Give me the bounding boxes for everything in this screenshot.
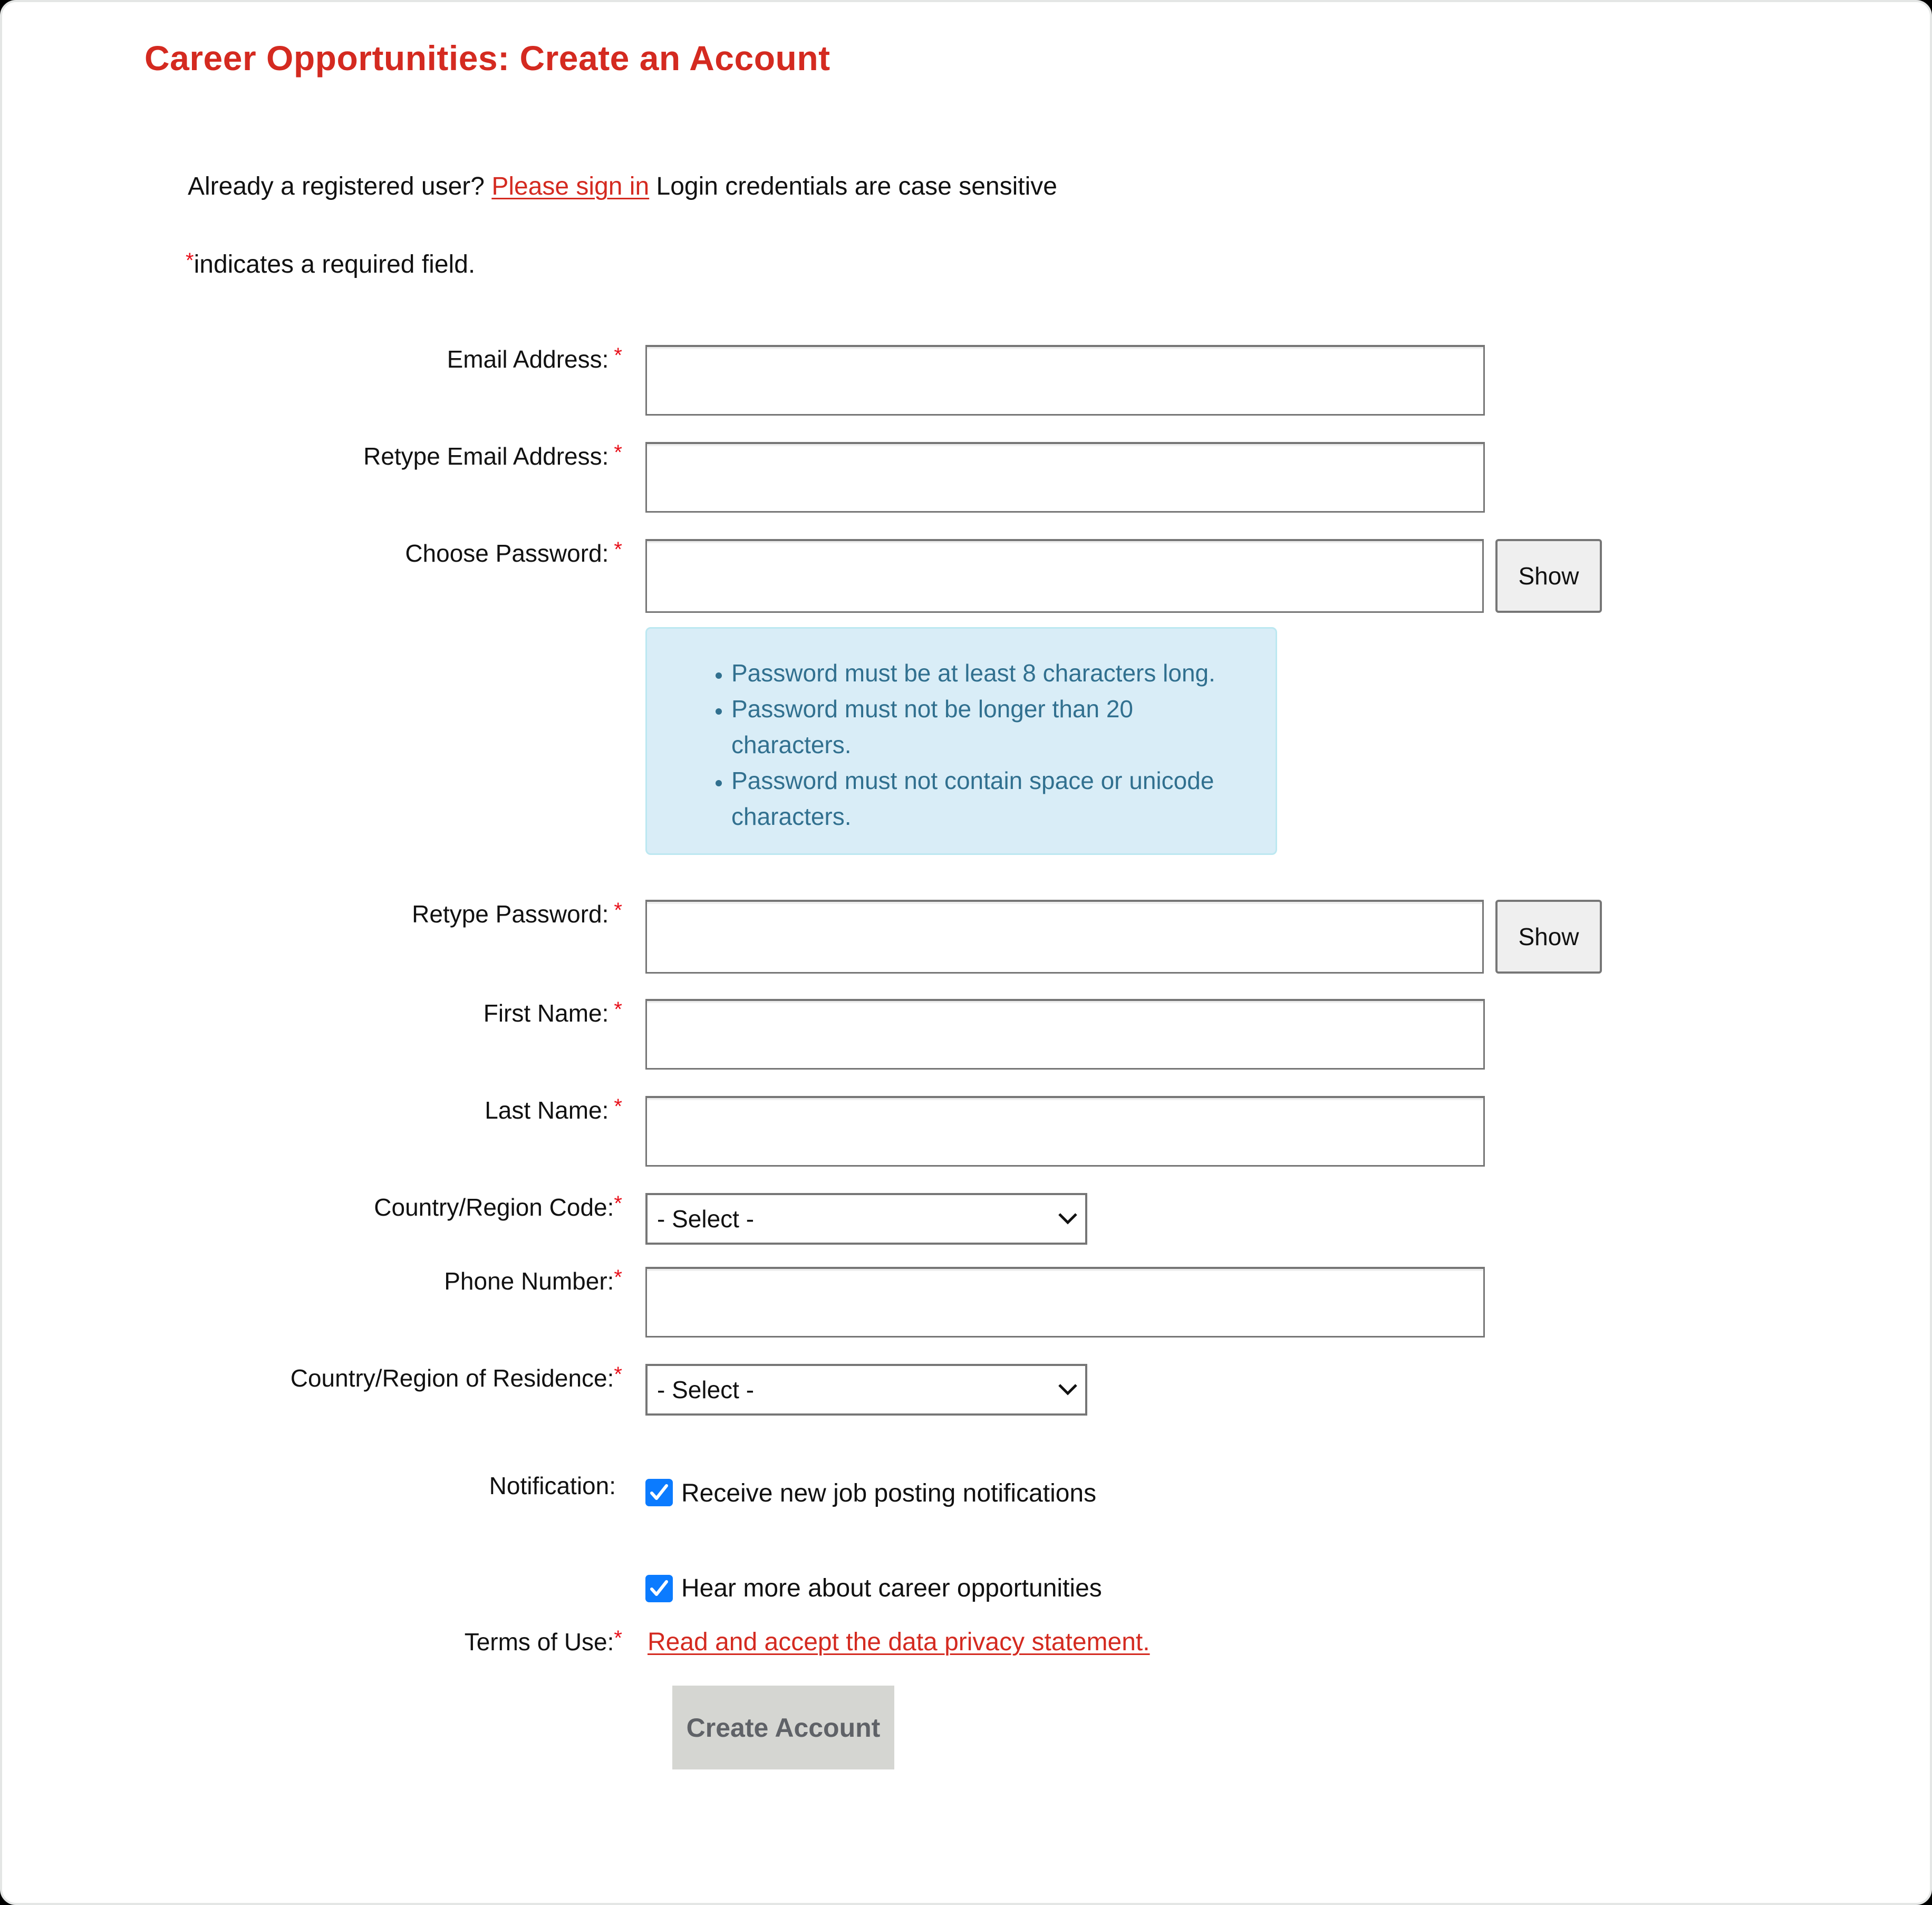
retype-password-label-text: Retype Password: (412, 900, 609, 928)
required-star: * (614, 899, 622, 922)
last-name-label-text: Last Name: (485, 1096, 609, 1124)
first-name-field[interactable] (645, 999, 1485, 1070)
retype-email-label-text: Retype Email Address: (363, 442, 609, 470)
email-label-text: Email Address: (447, 345, 609, 373)
password-requirements-box (645, 627, 1277, 855)
required-star: * (614, 1627, 622, 1650)
required-star: * (614, 441, 622, 464)
residence-selected-value: - Select - (657, 1376, 755, 1403)
required-star: * (614, 344, 622, 367)
password-label (405, 539, 622, 567)
email-field[interactable] (645, 345, 1485, 416)
required-star: * (614, 1095, 622, 1118)
create-account-button[interactable]: Create Account (672, 1686, 894, 1769)
phone-label-text: Phone Number: (444, 1267, 614, 1295)
country-code-label (374, 1193, 622, 1221)
required-star: * (614, 998, 622, 1021)
required-field-note (186, 250, 475, 279)
checkmark-icon (649, 1482, 670, 1503)
required-star: * (614, 1363, 622, 1386)
career-opportunities-label[interactable]: Hear more about career opportunities (681, 1574, 1102, 1602)
country-code-label-text: Country/Region Code: (374, 1194, 614, 1221)
residence-label-text: Country/Region of Residence: (290, 1364, 614, 1392)
intro-prefix: Already a registered user? (188, 172, 485, 200)
country-code-selected-value: - Select - (657, 1205, 755, 1233)
sign-in-link[interactable]: Please sign in (491, 172, 650, 200)
password-rule: • Password must not be longer than 20 characters. (731, 691, 1254, 763)
phone-label (444, 1267, 622, 1295)
password-field[interactable] (645, 539, 1484, 613)
chevron-down-icon (1058, 1212, 1078, 1225)
page-title: Career Opportunities: Create an Account (144, 39, 830, 78)
required-star: * (614, 1192, 622, 1215)
password-rule: • Password must not contain space or unicode characters. (731, 763, 1254, 834)
sign-in-prompt (188, 172, 1057, 201)
last-name-field[interactable] (645, 1096, 1485, 1167)
retype-password-label (412, 900, 622, 928)
intro-suffix: Login credentials are case sensitive (656, 172, 1057, 200)
retype-password-field[interactable] (645, 900, 1484, 974)
required-star: * (614, 1266, 622, 1289)
residence-label (291, 1364, 622, 1392)
residence-select[interactable] (645, 1364, 1087, 1416)
first-name-label-text: First Name: (483, 999, 609, 1027)
terms-label (465, 1628, 622, 1656)
checkmark-icon (649, 1578, 670, 1599)
required-star: * (614, 538, 622, 561)
job-notifications-checkbox[interactable] (645, 1479, 673, 1506)
chevron-down-icon (1058, 1383, 1078, 1396)
first-name-label (484, 999, 622, 1027)
show-password-button[interactable]: Show (1495, 539, 1602, 613)
retype-email-field[interactable] (645, 442, 1485, 513)
career-opportunities-checkbox[interactable] (645, 1575, 673, 1602)
show-retype-password-button[interactable]: Show (1495, 900, 1602, 974)
phone-number-field[interactable] (645, 1267, 1485, 1338)
last-name-label (485, 1096, 622, 1124)
country-code-select[interactable] (645, 1193, 1087, 1245)
email-label (447, 345, 622, 373)
password-rules-list (647, 629, 1276, 834)
password-label-text: Choose Password: (405, 540, 609, 567)
terms-label-text: Terms of Use: (464, 1628, 614, 1656)
privacy-statement-link[interactable]: Read and accept the data privacy statement. (648, 1628, 1150, 1656)
required-note-text: indicates a required field. (194, 251, 476, 278)
notification-label: Notification: (489, 1472, 616, 1499)
required-star: * (186, 249, 194, 272)
job-notifications-label[interactable]: Receive new job posting notifications (681, 1479, 1097, 1507)
password-rule: • Password must be at least 8 characters long. (731, 655, 1254, 691)
retype-email-label (363, 442, 622, 470)
